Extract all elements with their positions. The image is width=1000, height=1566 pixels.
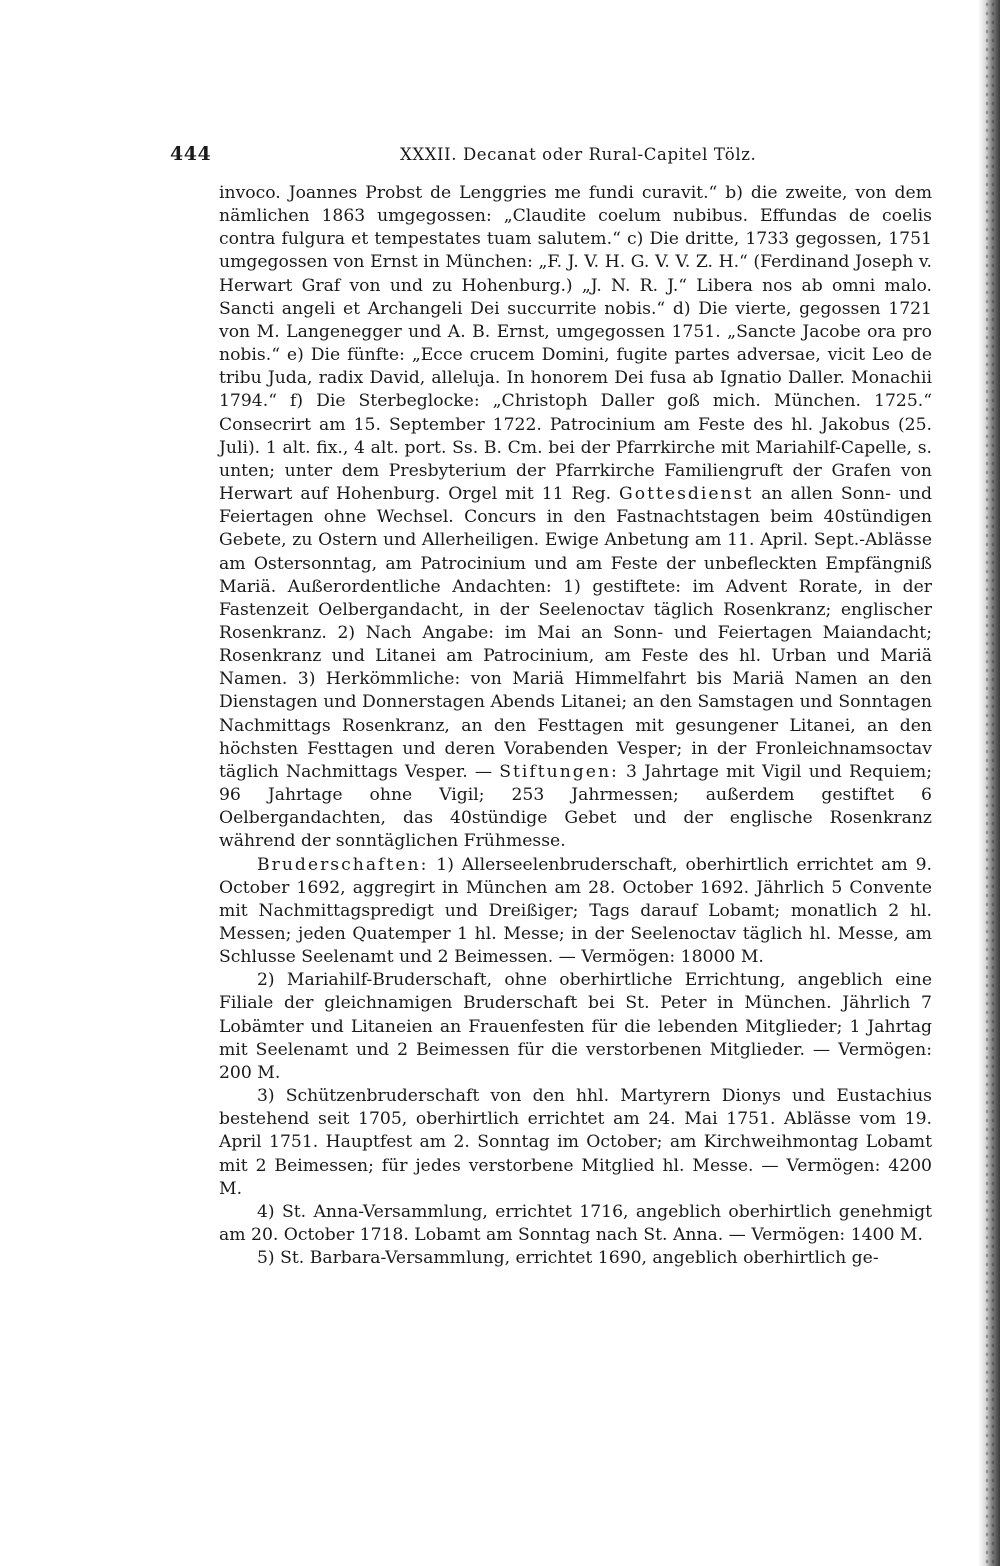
stiftungen-text: 3 Jahrtage mit Vigil und Requiem; 96 Jahrtage ohne Vigil; 253 Jahrmessen; außerdem gestiftet 6 Oelbergandachten, das 40stündige Gebet und der englische Rosenkranz während der sonntäglichen Frühmesse. xyxy=(219,761,933,852)
stiftungen-label: Stiftungen: xyxy=(499,761,619,782)
gottesdienst-text: an allen Sonn- und Feiertagen ohne Wechsel. Concurs in den Fastnachtstagen beim 40stündigen Gebete, zu Ostern und Allerheiligen. Ewige Anbetung am 11. April. Sept.-Ablässe am Ostersonntag, am Patrocinium und am Feste der unbefleckten Empfängniß Mariä. Außerordentliche Andachten: 1) gestiftete: im Advent Rorate, in der Fastenzeit Oelbergandacht, in der Seelenoctav täglich Rosenkranz; englischer Rosenkranz. 2) Nach Angabe: im Mai an Sonn- und Feiertagen Maiandacht; Rosenkranz und Litanei am Patrocinium, am Feste des hl. Urban und Mariä Namen. 3) Herkömmliche: von Mariä Himmelfahrt bis Mariä Namen an den Dienstagen und Donnerstagen Abends Litanei; an den Samstagen und Sonntagen Nachmittags Rosenkranz, an den Festtagen mit gesungener Litanei, an den höchsten Festtagen und deren Vorabenden Vesper; in der Fronleichnamsoctav täglich Nachmittags Vesper. — xyxy=(219,484,932,782)
bells-text: invoco. Joannes Probst de Lenggries me fundi curavit.“ b) die zweite, von dem nämlichen 1863 umgegossen: „Claudite coelum nubibus. Effundas de coelis contra fulgura et tempestates tuam salutem.“ c) Die dritte, 1733 gegossen, 1751 umgegossen von Ernst in München: „F. J. V. H. G. V. V. Z. H.“ (Ferdinand Joseph v. Herwart Graf von und zu Hohenburg.) „J. N. R. J.“ Libera nos ab omni malo. Sancti angeli et Archangeli Dei succurrite nobis.“ d) Die vierte, gegossen 1721 von M. Langenegger und A. B. Ernst, umgegossen 1751. „Sancte Jacobe ora pro nobis.“ e) Die fünfte: „Ecce crucem Domini, fugite partes adversae, vicit Leo de tribu Juda, radix David, alleluja. In honorem Dei fusa ab Ignatio Daller. Monachii 1794.“ f) Die Sterbeglocke: „Christoph Daller goß mich. München. 1725.“ Consecrirt am 15. September 1722. Patrocinium am Feste des hl. Jakobus (25. Juli). 1 alt. fix., 4 alt. port. Ss. B. Cm. bei der Pfarrkirche mit Mariahilf-Capelle, s. unten; unter dem Presbyterium der Pfarrkirche Familiengruft der Grafen von Herwart auf Hohenburg. Orgel mit 11 Reg. xyxy=(219,183,932,505)
paragraph-bruderschaften xyxy=(219,854,932,970)
paragraph-st-barbara: 5) St. Barbara-Versammlung, errichtet 1690, angeblich oberhirtlich ge- xyxy=(257,1248,879,1269)
body-text xyxy=(219,182,932,1270)
bruderschaften-text: 1) Allerseelenbruderschaft, oberhirtlich errichtet am 9. October 1692, aggregirt in München am 28. October 1692. Jährlich 5 Convente mit Nachmittagspredigt und Dreißiger; Tags darauf Lobamt; monatlich 2 hl. Messen; jeden Quatemper 1 hl. Messe; in der Seelenoctav täglich hl. Messe, am Schlusse Seelenamt und 2 Beimessen. — Vermögen: 18000 M. xyxy=(219,854,932,968)
gottesdienst-label: Gottesdienst xyxy=(619,484,754,505)
scan-edge-texture xyxy=(984,0,994,1566)
paragraph-mariahilf: 2) Mariahilf-Bruderschaft, ohne oberhirtliche Errichtung, angeblich eine Filiale der gleichnamigen Bruderschaft bei St. Peter in München. Jährlich 7 Lobämter und Litaneien an Frauenfesten für die lebenden Mitglieder; 1 Jahrtag mit Seelenamt und 2 Beimessen für die verstorbenen Mitglieder. — Vermögen: 200 M. xyxy=(219,970,932,1083)
page-number: 444 xyxy=(170,143,212,165)
page-header xyxy=(170,143,940,173)
paragraph-schuetzen: 3) Schützenbruderschaft von den hhl. Martyrern Dionys und Eustachius bestehend seit 1705, oberhirtlich errichtet am 24. Mai 1751. Ablässe vom 19. April 1751. Hauptfest am 2. Sonntag im October; am Kirchweihmontag Lobamt mit 2 Beimessen; für jedes verstorbene Mitglied hl. Messe. — Vermögen: 4200 M. xyxy=(219,1086,932,1199)
running-head: XXXII. Decanat oder Rural-Capitel Tölz. xyxy=(400,145,757,164)
paragraph-st-anna: 4) St. Anna-Versammlung, errichtet 1716, angeblich oberhirtlich genehmigt am 20. October 1718. Lobamt am Sonntag nach St. Anna. — Vermögen: 1400 M. xyxy=(219,1201,932,1246)
bruderschaften-label: Bruderschaften: xyxy=(257,854,429,875)
paragraph-bells xyxy=(219,182,932,854)
